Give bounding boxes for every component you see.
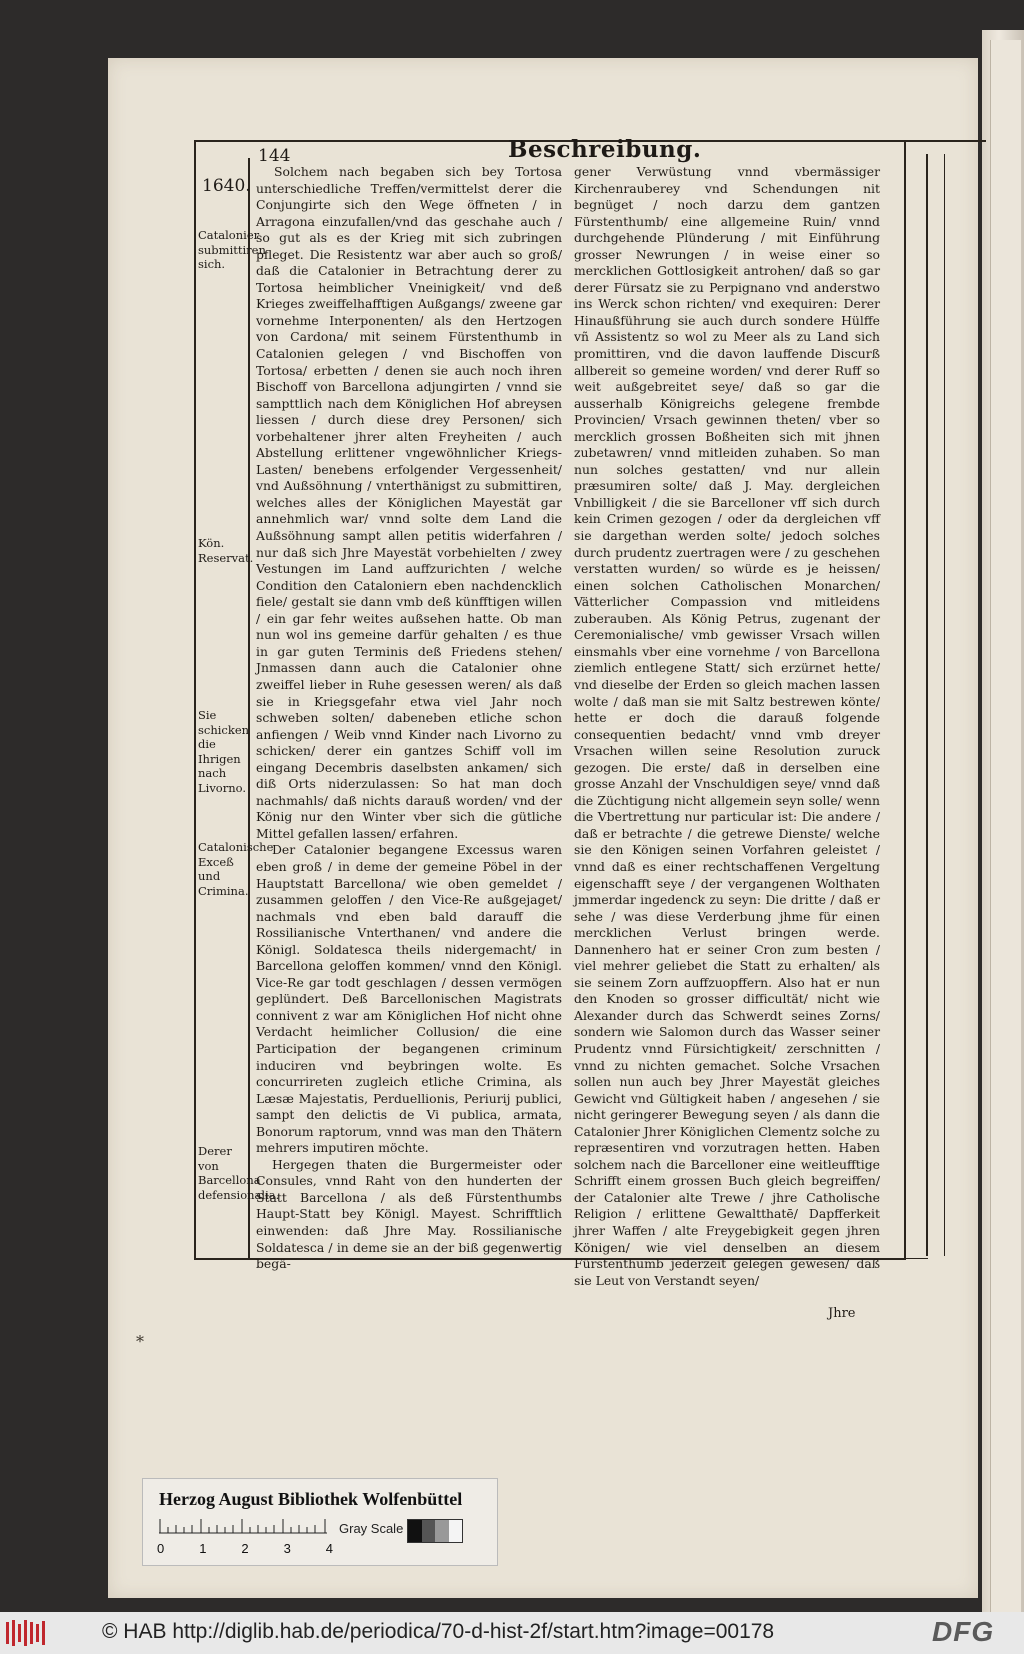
text-column-left [256,164,562,1273]
right-frame-rule-inner [944,154,945,1256]
paragraph: Solchem nach begaben sich bey Tortosa unterschiedliche Treffen/vermittelst derer die Conjungirte sich den Wege öffneten / in Arragona einzufallen/vnd das geschahe auch / so gut als es der Krieg mit sich zubringen pfleget. Die Resistentz war aber auch so groß/ daß die Catalonier in Betrachtung derer zu Tortosa heimblicher Vneinigkeit/ vnd deß Krieges zweiffelhafftigen Außgangs/ zweene gar vornehme Interponenten/ als den Hertzogen von Cardona/ mit seinem Fürstenthumb in Catalonien gelegen / vnd Bischoffen von Tortosa/ erbetten / denen sie auch noch ihren Bischoff von Barcellona adjungirten / vnnd sie sampttlich nach dem Königlichen Hof abreysen liessen / durch diese drey Personen/ sich vorbehaltener jhrer alten Freyheiten / auch Abstellung erlittener vngewöhnlicher Kriegs-Lasten/ benebens erfolgender Vergessenheit/ vnd Außsöhnung / vnterthänigst zu submittiren, welches alles der Königlichen Mayestät gar annehmlich war/ vnnd solte dem Land die Außsöhnung sampt allen petitis widerfahren / nur daß sich Jhre Mayestät vorbehielten / zwey Vestungen im Land auffzurichten / welche Condition den Cataloniern eben nachdencklich fiele/ gestalt sie dann vmb deß künfftigen willen / ein gar fehr weites außsehen hatte. Ob man nun wol ins gemeine darfür gehalten / es thue in gar guten Terminis deß Friedens stehen/ Jnmassen dann auch die Catalonier ohne zweiffel lieber in Ruhe gesessen weren/ als daß sie in Kriegsgefahr etwa viel Jahr noch schweben solten/ dabeneben etliche schon anfiengen / Weib vnnd Kinder nach Livorno zu schicken/ derer ein gantzes Schiff voll im eingang Decembris daselbsten ankamen/ sich diß Orts niderzulassen: So hat man doch nachmahls/ daß nichts darauß worden/ vnd der König nur den Winter vber sich die gütliche Mittel gefallen lassen/ erfahren. [256,164,562,841]
book-page [108,58,978,1598]
viewer-footer [0,1612,1024,1654]
right-frame-rule [926,154,928,1256]
ruler-icon [159,1517,327,1535]
year-marker: 1640. [202,176,251,196]
running-title: Beschreibung. [508,136,702,163]
gray-scale-swatch [407,1519,463,1543]
gray-scale-label: Gray Scale [339,1521,404,1536]
ruler-number: 3 [283,1541,291,1556]
source-url-link[interactable]: © HAB http://diglib.hab.de/periodica/70-d-hist-2f/start.htm?image=00178 [102,1620,775,1643]
adjacent-page-edge [982,30,1024,1630]
catchword: Jhre [828,1306,856,1321]
paragraph: Der Catalonier begangene Excessus waren eben groß / in deme der gemeine Pöbel in der Hauptstatt Barcellona/ wie oben gemeldet / zusammen geloffen / den Vice-Re außgejaget/ nachmals vnd eben bald darauff die Rossilianische Vnterthanen/ vnd andere die Königl. Soldatesca theils nidergemacht/ in Barcellona geloffen kommen/ vnnd den Königl. Vice-Re gar todt geschlagen / dessen vermögen geplündert. Deß Barcellonischen Magistrats connivent z war am Königlichen Hof nicht ohne Verdacht heimlicher Collusion/ die eine Participation der begangenen criminum induciren vnd beybringen wolte. Es concurrireten zugleich etliche Crimina, als Læsæ Majestatis, Perduellionis, Periurij publici, sampt den delictis de Vi publica, armata, Bonorum raptorum, vnnd was man den Thätern mehrers imputiren möchte. [256,842,562,1156]
margin-note: Kön. Reservat. [198,536,254,565]
paragraph: gener Verwüstung vnnd vbermässiger Kirchenrauberey vnd Schendungen nit begnüget / noch darzu dem gantzen Fürstenthumb/ eine allgemeine Ruin/ vnnd durchgehende Plünderung / mit Einführung grosser Newrungen / in weise einer so mercklichen Gottlosigkeit antrohen/ daß so gar derer Fürsatz sie zu Perpignano vnd anderstwo ins Werck schon richten/ vnd exequiren: Derer Hinaußführung sie auch durch sondere Hülffe vñ Assistentz so wol zu Meer als zu Land sich promittiren, vnd die davon lauffende Discurß allbereit so gemeine worden/ vnd derer Ruff so weit außgebreitet seye/ daß so gar die ausserhalb Königreichs gelegene frembde Provincien/ Vrsach gewinnen theten/ vber so mercklich grossen Boßheiten sich mit jhnen zubetawren/ vnnd mitleiden zuhaben. So man nun solches gestatten/ vnd nur allein præsumiren solte/ daß J. May. dergleichen Vnbilligkeit / die sie Barcelloner vff sich durch kein Crimen gezogen / oder da dergleichen vff sie dargethan werden solte/ jedoch solches durch prudentz zuertragen were / zu geschehen verstatten wurden/ so würde es je heissen/ einen solchen Catholischen Monarchen/ Vätterlicher Compassion vnd mitleidens zuberauben. Als König Petrus, zugenant der Ceremonialische/ vmb gewisser Vrsach willen einsmahls vber eine vornehme / von Barcellona ziemlich entlegene Statt/ sich erzürnet hette/ vnd dieselbe der Erden so gleich machen lassen wolte / daß man sie mit Saltz bestrewen könte/ hette er doch die darauß folgende consequentien bedacht/ vnnd vmb dreyer Vrsachen willen seine Resolution zuruck gezogen. Die erste/ daß in derselben eine grosse Anzahl der Vnschuldigen seye/ vnnd daß die Züchtigung nicht allgemein seyn solle/ wenn die Vbertrettung nur particular ist: Die andere / daß er betrachte / die getrewe Dienste/ welche sie den Königen seinen Vorfahren geleistet / vnnd daß es einer rechtschaffenen Vergeltung eigenschafft seye / der vergangenen Wolthaten jmmerdar ingedenck zu seyn: Die dritte / daß er sehe / was diese Verderbung jhme für einen mercklichen Verlust bringen werde. Dannenhero hat er seiner Cron zum besten / viel mehrer geliebet die Statt zu erhalten/ als sie seinem Zorn auffzuopffern. Also hat er nun den Knoden so grosser difficultät/ nicht wie Alexander durch das Schwerdt seines Zorns/ sondern wie Salomon durch das Wasser seiner Prudentz vnnd Fürsichtigkeit/ zerschnitten / vnnd zu nichten gemachet. Solche Vrsachen sollen nun auch bey Jhrer Mayestät gleiches Gewicht vnd Gültigkeit haben / angesehen / sie nicht geringerer Bewegung seyen / als dann die Catalonier Jhrer Königlichen Clementz solche zu repræsentiren vnd vorzutragen hetten. Haben solchem nach die Barcelloner eine weitleufftige Schrifft einem grossen Buch gleich begreiffen/ der Catalonier alte Trewe / jhre Catholische Religion / erlittene Gewaltthatē/ Dapfferkeit jhrer Waffen / alte Freygebigkeit gegen jhren Königen/ wie viel denselben an diesem Fürstenthumb jederzeit gelegen gewesen/ daß sie Leut von Verstandt seyen/ [574,164,880,1288]
hab-logo-icon [4,1618,46,1648]
paragraph: Hergegen thaten die Burgermeister oder Consules, vnnd Raht von den hunderten der Statt Barcellona / als deß Fürstenthumbs Haupt-Statt bey Königl. Mayest. Schrifftlich einwenden: daß Jhre May. Rossilianische Soldatesca / in deme sie an der biß gegenwertig begä- [256,1156,562,1272]
margin-note: Derer von Barcellona defensionalia. [198,1144,280,1202]
ruler-number: 2 [241,1541,249,1556]
adjacent-page-inner [990,40,1021,1620]
ruler-number: 1 [199,1541,207,1556]
text-column-right [574,164,880,1289]
library-color-card [142,1478,498,1566]
dfg-logo: DFG [932,1616,995,1647]
library-name: Herzog August Bibliothek Wolfenbüttel [159,1489,463,1509]
asterisk-mark: * [136,1332,144,1351]
margin-note: Catalonier submittiren sich. [198,228,266,271]
margin-note: Sie schicken die Ihrigen nach Livorno. [198,708,250,795]
ruler-number: 4 [325,1541,333,1556]
ruler-number: 0 [157,1541,165,1556]
ruler-numbers [157,1541,333,1556]
margin-note: Catalonische Exceß und Crimina. [198,840,274,898]
page-number: 144 [258,146,291,166]
